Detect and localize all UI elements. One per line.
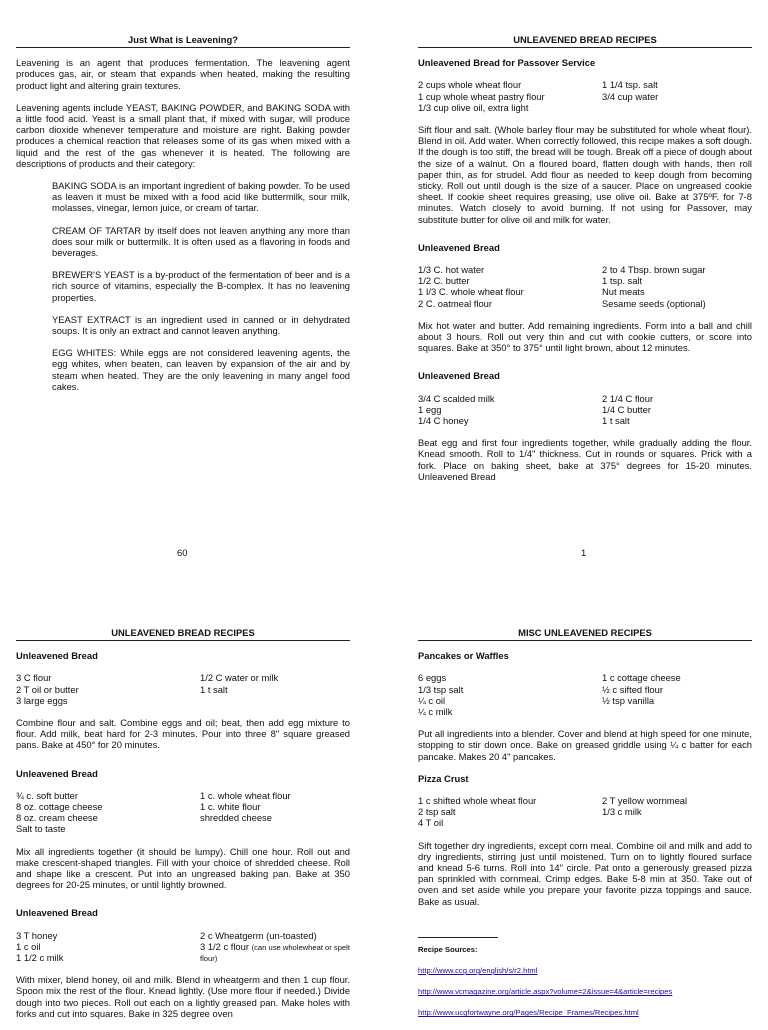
ingredient: 3 1/2 c flour: [200, 940, 249, 952]
ingredients: [418, 795, 752, 829]
ingredient: 1 tsp. salt: [602, 275, 643, 287]
recipe-directions: Put all ingredients into a blender. Cover and blend at high speed for one minute, stopping to stir down once. Bake on greased griddle using ¼ c batter for each pancake. Makes 20 4" pancakes.: [418, 728, 752, 762]
ingredient: 1 1/2 c milk: [16, 952, 64, 964]
recipe-directions: Mix all ingredients together (it should be lumpy). Chill one hour. Roll out and make crescent-shaped triangles. Fill with your choice of shredded cheese. Roll and shape like a crescent. Put into an ungreased baking pan. Bake at 350 degrees for 20-25 minutes, or until lightly browned.: [16, 845, 350, 891]
ingredient: 1 t salt: [200, 683, 228, 695]
ingredient: 4 T oil: [418, 817, 444, 829]
recipe-directions: Mix hot water and butter. Add remaining ingredients. Form into a ball and chill about 3 hours. Roll out very thin and cut with cookie cutters, or score into squares. Bake at 350° to 375° until light brown, about 12 minutes.: [418, 319, 752, 354]
ingredient: 1 c oil: [16, 940, 41, 952]
ingredients: [418, 264, 752, 309]
ingredient: 6 eggs: [418, 672, 447, 684]
ingredient: 3 T honey: [16, 929, 58, 941]
ingredient: 3/4 cup water: [602, 90, 659, 102]
recipe-title: Pancakes or Waffles: [418, 650, 509, 662]
page-title: Just What is Leavening?: [16, 34, 350, 48]
ingredient: 1 c. whole wheat flour: [200, 789, 291, 801]
ingredient: 2 tsp salt: [418, 806, 456, 818]
ingredient: 3 large eggs: [16, 694, 68, 706]
ingredient: 1/4 C honey: [418, 415, 469, 427]
list-item: EGG WHITES: While eggs are not considered leavening agents, the egg whites, when beaten, can leaven by expansion of the air and by steam when heated. They are the only leavening in many angel food cakes.: [52, 347, 350, 392]
ingredients: [418, 393, 752, 427]
ingredient: 1/2 C. butter: [418, 275, 470, 287]
ingredient: 2 T oil or butter: [16, 683, 79, 695]
ingredient: 2 cups whole wheat flour: [418, 79, 522, 91]
ingredient: 2 to 4 Tbsp. brown sugar: [602, 264, 706, 276]
page-recipes-left: [16, 627, 350, 1030]
recipe-title: Unleavened Bread: [418, 370, 500, 382]
ingredient: ½ tsp vanilla: [602, 694, 655, 706]
recipe-title: Pizza Crust: [418, 772, 469, 784]
ingredient: 2 c Wheatgerm (un-toasted): [200, 929, 317, 941]
recipe-title: Unleavened Bread: [418, 241, 500, 253]
ingredient: 1/3 C. hot water: [418, 264, 485, 276]
list-item: BREWER'S YEAST is a by-product of the fermentation of beer and is a rich source of vitamins, especially the B-complex. It has no leavening properties.: [52, 269, 350, 303]
ingredient: 1 c. white flour: [200, 801, 261, 813]
ingredient: 1/3 cup olive oil, extra light: [418, 101, 529, 113]
ingredient: Salt to taste: [16, 823, 66, 835]
page-title: MISC UNLEAVENED RECIPES: [418, 627, 752, 641]
recipe-directions: Sift together dry ingredients, except corn meal. Combine oil and milk and add to dry ingredients, stirring just until moistened. Turn on to lightly floured surface and knead 5-6 turns. Roll into 14" circle. Pat onto a generously greased pizza pan sprinkled with cornmeal. Crimp edges. Bake 5-8 min at 350. Take out of oven and set aside while you prepare your favorite pizza toppings and sauce. Bake as usual.: [418, 839, 752, 907]
ingredient: 3/4 C scalded milk: [418, 392, 495, 404]
ingredients: [418, 79, 752, 113]
ingredient: 3 C flour: [16, 672, 52, 684]
page-recipes-right: [418, 627, 752, 1029]
sources-heading: Recipe Sources:: [418, 944, 478, 954]
ingredient: 2 T yellow wornmeal: [602, 795, 688, 807]
ingredient: 1 c cottage cheese: [602, 672, 681, 684]
ingredient: shredded cheese: [200, 812, 272, 824]
ingredient: 1/3 c milk: [602, 806, 642, 818]
ingredient: 1/4 C butter: [602, 403, 651, 415]
ingredient: ¾ c. soft butter: [16, 789, 79, 801]
page-title: UNLEAVENED BREAD RECIPES: [418, 34, 752, 48]
recipe-title: Unleavened Bread for Passover Service: [418, 57, 596, 69]
recipe-directions: Combine flour and salt. Combine eggs and oil; beat, then add egg mixture to flour. Add milk, beat hard for 2-3 minutes. Pour into three 8" square greased pans. Bake at 450° for 20 minutes.: [16, 717, 350, 751]
ingredient: 1 I/3 C. whole wheat flour: [418, 286, 524, 298]
page-number: 60: [177, 547, 188, 558]
paragraph: Leavening agents include YEAST, BAKING POWDER, and BAKING SODA with a little food acid. Yeast is a small plant that, if mixed with sugar, will produce carbon dioxide whenever temperature and moisture are right. Baking powder produces a chemical reaction that releases some of its gas when mixed with a liquid and the rest of the gas whenever it is heated. The following are descriptions of products and their category:: [16, 101, 350, 169]
ingredient: ¼ c oil: [418, 694, 446, 706]
recipe-directions: Sift flour and salt. (Whole barley flour may be substituted for whole wheat flour). Blend in oil. Add water. When correctly followed, this recipe makes a soft dough. If the dough is too stiff, the bread will be tough. Break off a piece of dough about the size of a walnut. On a floured board, flatten dough with hands, then roll paper thin, as for strudel. Add flour as needed to keep dough from becoming sticky. Roll out until dough is the size of a saucer. Place on ungreased cookie sheet. If cookie sheet requires greasing, use olive oil. Bake at 375ºF. for 7-8 minutes. Watch closely to avoid burning. If not using for Passover, may substitute butter for olive oil and milk for water.: [418, 124, 752, 225]
ingredient: 1 t salt: [602, 415, 630, 427]
recipe-title: Unleavened Bread: [16, 650, 98, 662]
recipe-directions: Beat egg and first four ingredients together, while gradually adding the flour. Knead smooth. Roll to 1/4" thickness. Cut in rounds or squares. Prick with a fork. Place on baking sheet, bake at 375° degrees for 15-20 minutes. Unleavened Bread: [418, 437, 752, 482]
page-number: 1: [581, 547, 587, 558]
ingredients: [16, 672, 350, 706]
page-1: [418, 34, 752, 493]
ingredient: 8 oz. cream cheese: [16, 812, 98, 824]
page-title: UNLEAVENED BREAD RECIPES: [16, 627, 350, 641]
ingredients: [16, 930, 350, 964]
recipe-title: Unleavened Bread: [16, 907, 98, 919]
recipe-directions: With mixer, blend honey, oil and milk. Blend in wheatgerm and then 1 cup flour. Spoon mix the rest of the flour. Knead lightly. (Use more flour if needed.) Divide dough into two pieces. Roll out each on a lightly greased pan. Make holes with forks and cut into squares. Bake in 325 degree oven: [16, 974, 350, 1019]
ingredient: 8 oz. cottage cheese: [16, 801, 103, 813]
page-60: [16, 34, 350, 403]
recipe-title: Unleavened Bread: [16, 767, 98, 779]
ingredient: 1 1/4 tsp. salt: [602, 79, 658, 91]
ingredient: 1 c shifted whole wheat flour: [418, 795, 537, 807]
ingredient: Sesame seeds (optional): [602, 297, 706, 309]
source-link[interactable]: http://www.vcmagazine.org/article.aspx?volume=2&issue=4&article=recipes: [418, 987, 673, 997]
ingredient: 1 egg: [418, 403, 442, 415]
ingredients: [418, 672, 752, 717]
ingredients: [16, 790, 350, 835]
ingredient: 1 cup whole wheat pastry flour: [418, 90, 545, 102]
ingredient: ½ c sifted flour: [602, 683, 663, 695]
ingredient-note: (can use wholewheat or spelt flour): [200, 942, 350, 964]
source-link[interactable]: http://www.ccg.org/english/s/r2.html: [418, 966, 538, 976]
footnote-divider: [418, 937, 498, 938]
list-item: YEAST EXTRACT is an ingredient used in canned or in dehydrated soups. It is only an extract and cannot leaven anything.: [52, 313, 350, 337]
ingredient: ¼ c milk: [418, 706, 453, 718]
ingredient: 2 C. oatmeal flour: [418, 297, 492, 309]
list-item: CREAM OF TARTAR by itself does not leaven anything any more than does sour milk or buttermilk. It is often used as a flavoring in foods and beverages.: [52, 224, 350, 259]
ingredient: 1/3 tsp salt: [418, 683, 464, 695]
paragraph: Leavening is an agent that produces fermentation. The leavening agent produces gas, air, or steam that expands when heated, making the resulting product light and altering grain textures.: [16, 57, 350, 91]
ingredient: 1/2 C water or milk: [200, 672, 279, 684]
ingredient: Nut meats: [602, 286, 645, 298]
list-item: BAKING SODA is an important ingredient of baking powder. To be used as leaven it must be mixed with a food acid like buttermilk, sour milk, molasses, vinegar, lemon juice, or cream of tartar.: [52, 180, 350, 214]
ingredient: 2 1/4 C flour: [602, 392, 654, 404]
source-link[interactable]: http://www.ucgfortwayne.org/Pages/Recipe_Frames/Recipes.html: [418, 1008, 639, 1018]
